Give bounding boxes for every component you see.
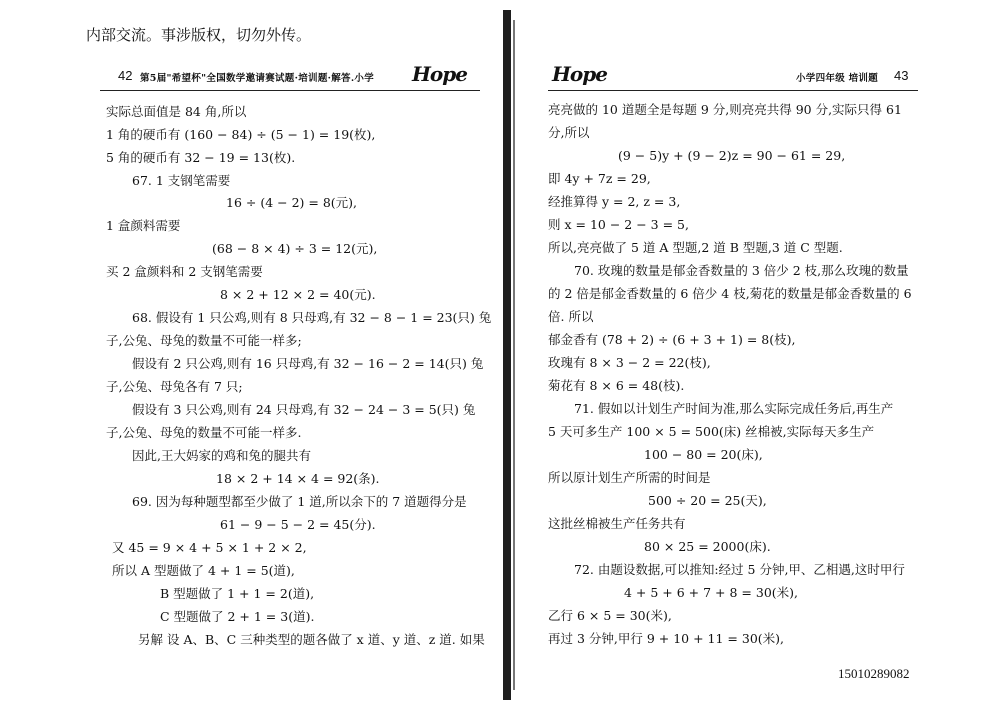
right-line-23: 乙行 6 × 5 = 30(米),	[548, 608, 672, 623]
right-line-3: (9 − 5)y + (9 − 2)z = 90 − 61 = 29,	[618, 148, 846, 163]
hope-logo: Hope	[552, 62, 607, 86]
left-line-10: 68. 假设有 1 只公鸡,则有 8 只母鸡,有 32 − 8 − 1 = 23(只) 兔	[132, 310, 492, 325]
left-line-2: 1 角的硬币有 (160 − 84) ÷ (5 − 1) = 19(枚),	[106, 127, 376, 142]
right-line-15: 5 天可多生产 100 × 5 = 500(床) 丝棉被,实际每天多生产	[548, 424, 875, 439]
right-line-19: 这批丝棉被生产任务共有	[548, 516, 686, 531]
left-page-header-title: 第5届"希望杯"全国数学邀请赛试题·培训题·解答.小学	[140, 73, 375, 84]
hope-logo: Hope	[412, 62, 467, 86]
left-line-4: 67. 1 支钢笔需要	[132, 173, 231, 188]
right-line-8: 70. 玫瑰的数量是郁金香数量的 3 倍少 2 枝,那么玫瑰的数量	[574, 263, 909, 278]
left-page-number: 42	[118, 68, 133, 83]
right-line-7: 所以,亮亮做了 5 道 A 型题,2 道 B 型题,3 道 C 型题.	[548, 240, 843, 255]
left-line-9: 8 × 2 + 12 × 2 = 40(元).	[220, 287, 376, 302]
right-page-header	[548, 62, 918, 91]
right-line-14: 71. 假如以计划生产时间为准,那么实际完成任务后,再生产	[574, 401, 894, 416]
left-line-17: 18 × 2 + 14 × 4 = 92(条).	[216, 471, 380, 486]
left-page	[100, 62, 492, 662]
left-line-24: 另解 设 A、B、C 三种类型的题各做了 x 道、y 道、z 道. 如果	[138, 632, 485, 647]
right-line-20: 80 × 25 = 2000(床).	[644, 539, 771, 554]
left-line-22: B 型题做了 1 + 1 = 2(道),	[160, 586, 315, 601]
right-line-12: 玫瑰有 8 × 3 − 2 = 22(枝),	[548, 355, 711, 370]
right-line-5: 经推算得 y = 2, z = 3,	[548, 194, 681, 209]
right-page	[548, 62, 918, 662]
left-line-12: 假设有 2 只公鸡,则有 16 只母鸡,有 32 − 16 − 2 = 14(只) 兔	[132, 356, 484, 371]
right-line-10: 倍. 所以	[548, 309, 594, 324]
left-line-7: (68 − 8 × 4) ÷ 3 = 12(元),	[212, 241, 378, 256]
right-line-13: 菊花有 8 × 6 = 48(枝).	[548, 378, 685, 393]
right-line-1: 亮亮做的 10 道题全是每题 9 分,则亮亮共得 90 分,实际只得 61	[548, 102, 902, 117]
right-line-17: 所以原计划生产所需的时间是	[548, 470, 711, 485]
left-line-20: 又 45 = 9 × 4 + 5 × 1 + 2 × 2,	[112, 540, 307, 555]
right-line-2: 分,所以	[548, 125, 590, 140]
left-line-19: 61 − 9 − 5 − 2 = 45(分).	[220, 517, 376, 532]
left-line-15: 子,公兔、母兔的数量不可能一样多.	[106, 425, 302, 440]
left-line-5: 16 ÷ (4 − 2) = 8(元),	[226, 195, 358, 210]
left-line-1: 实际总面值是 84 角,所以	[106, 104, 247, 119]
right-line-6: 则 x = 10 − 2 − 3 = 5,	[548, 217, 689, 232]
left-line-3: 5 角的硬币有 32 − 19 = 13(枚).	[106, 150, 296, 165]
right-page-number: 43	[894, 68, 909, 83]
copyright-notice: 内部交流。事涉版权，切勿外传。	[86, 26, 312, 44]
right-line-24: 再过 3 分钟,甲行 9 + 10 + 11 = 30(米),	[548, 631, 785, 646]
right-page-header-title: 小学四年级 培训题	[796, 73, 879, 84]
book-spine-shadow	[513, 20, 515, 690]
left-line-16: 因此,王大妈家的鸡和兔的腿共有	[132, 448, 311, 463]
left-line-23: C 型题做了 2 + 1 = 3(道).	[160, 609, 315, 624]
left-line-13: 子,公兔、母兔各有 7 只;	[106, 379, 243, 394]
right-line-21: 72. 由题设数据,可以推知:经过 5 分钟,甲、乙相遇,这时甲行	[574, 562, 905, 577]
left-line-8: 买 2 盒颜料和 2 支钢笔需要	[106, 264, 263, 279]
left-line-18: 69. 因为每种题型都至少做了 1 道,所以余下的 7 道题得分是	[132, 494, 467, 509]
right-line-9: 的 2 倍是郁金香数量的 6 倍少 4 枝,菊花的数量是郁金香数量的 6	[548, 286, 912, 301]
right-line-22: 4 + 5 + 6 + 7 + 8 = 30(米),	[624, 585, 798, 600]
right-line-11: 郁金香有 (78 + 2) ÷ (6 + 3 + 1) = 8(枝),	[548, 332, 796, 347]
left-line-21: 所以 A 型题做了 4 + 1 = 5(道),	[112, 563, 295, 578]
left-line-6: 1 盒颜料需要	[106, 218, 181, 233]
left-page-header	[100, 62, 480, 91]
right-line-18: 500 ÷ 20 = 25(天),	[648, 493, 767, 508]
right-line-4: 即 4y + 7z = 29,	[548, 171, 651, 186]
left-line-14: 假设有 3 只公鸡,则有 24 只母鸡,有 32 − 24 − 3 = 5(只) 兔	[132, 402, 476, 417]
footer-number: 15010289082	[838, 666, 910, 681]
book-spine	[503, 10, 511, 700]
left-line-11: 子,公兔、母兔的数量不可能一样多;	[106, 333, 302, 348]
right-line-16: 100 − 80 = 20(床),	[644, 447, 763, 462]
